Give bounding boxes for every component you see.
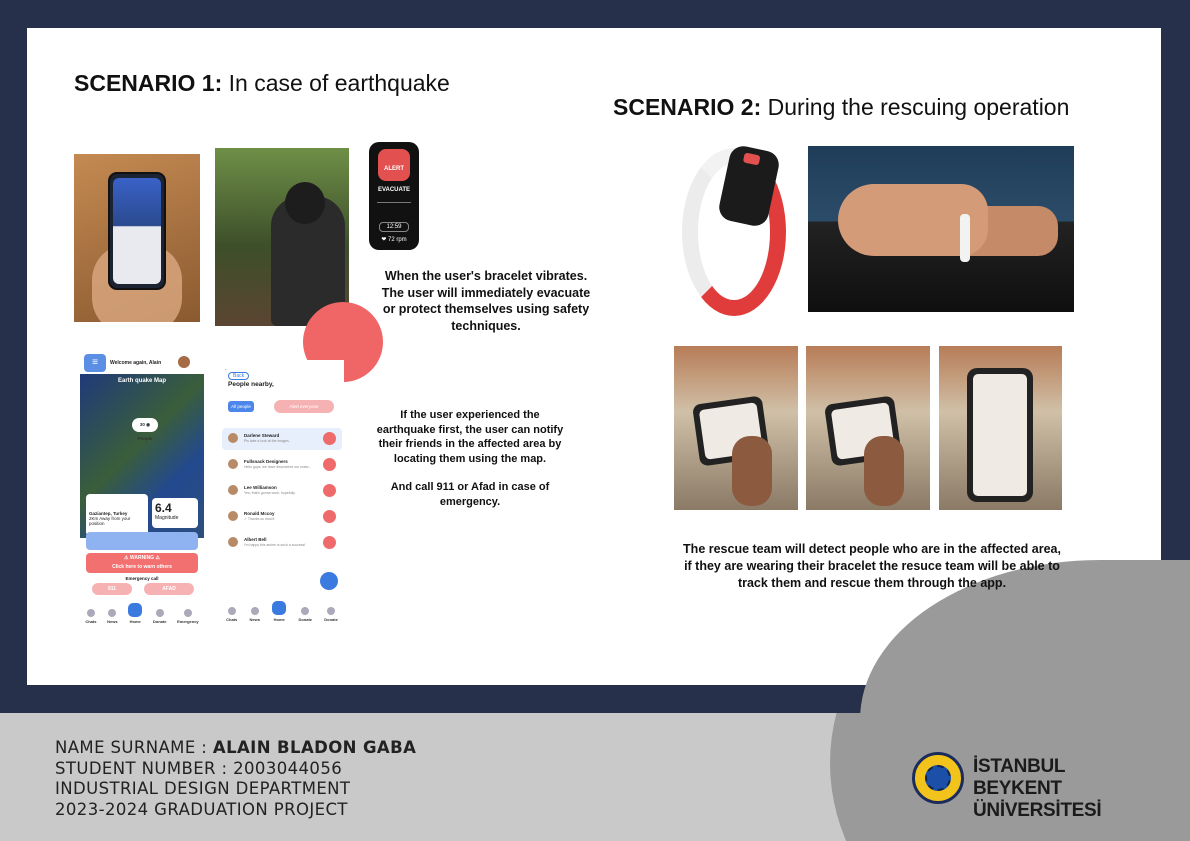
- avatar: [228, 537, 238, 547]
- list-item[interactable]: Ronald Mccoy ✓ Thanks so much!: [222, 506, 342, 528]
- evacuate-label: EVACUATE: [377, 187, 411, 193]
- list-item[interactable]: Fullsnack Designers Hello guys, we have discovered our malw...: [222, 454, 342, 476]
- notify-friends-text: If the user experienced the earthquake first, the user can notify their friends in the affected area by locating them using the map.: [376, 409, 564, 465]
- location-distance: 2Km Away from your position: [89, 516, 131, 526]
- avatar: [228, 433, 238, 443]
- menu-icon[interactable]: ≡: [84, 354, 106, 372]
- photo-device-arm-band: [939, 346, 1062, 510]
- nav-emergency[interactable]: Emergency: [177, 609, 199, 624]
- app-people-nearby-screen: [220, 360, 344, 622]
- scenario-1-title: SCENARIO 1: In case of earthquake: [74, 70, 450, 96]
- watch-time: 12:59: [379, 222, 409, 232]
- alert-icon: ALERT: [378, 149, 410, 181]
- alert-icon[interactable]: [323, 484, 336, 497]
- department: INDUSTRIAL DESIGN DEPARTMENT: [55, 779, 351, 798]
- alert-icon[interactable]: [323, 536, 336, 549]
- bottom-nav: [220, 598, 344, 622]
- warning-title: ⚠ WARNING ⚠: [124, 555, 160, 561]
- alert-icon[interactable]: [323, 510, 336, 523]
- magnitude-card: [152, 498, 198, 528]
- name-line: NAME SURNAME : ALAIN BLADON GABA: [55, 738, 417, 757]
- scenario-2-title: SCENARIO 2: During the rescuing operation: [613, 94, 1070, 120]
- student-number: STUDENT NUMBER : 2003044056: [55, 758, 343, 778]
- heart-rate: ❤ 72 rpm: [381, 237, 407, 243]
- nav-chats[interactable]: Chats: [85, 609, 96, 624]
- avatar: [228, 459, 238, 469]
- photo-device-balcony-2: [806, 346, 930, 510]
- list-item[interactable]: Albert Bell I'm happy this anime is such a success!: [222, 532, 342, 554]
- location-card[interactable]: [86, 494, 148, 536]
- magnitude-value: 6.4: [155, 501, 172, 515]
- alert-icon[interactable]: [323, 458, 336, 471]
- university-seal-icon: [912, 752, 964, 804]
- call-afad-button[interactable]: AFAD: [144, 583, 194, 595]
- bottom-nav: [80, 600, 204, 624]
- smartwatch-alert-screen: [369, 142, 419, 250]
- bracelet-render: [664, 140, 796, 326]
- call-911-button[interactable]: 911: [92, 583, 132, 595]
- nav-donate[interactable]: Donate: [153, 609, 167, 624]
- call-emergency-text: And call 911 or Afad in case of emergency.: [390, 481, 550, 508]
- nav-news[interactable]: News: [107, 609, 117, 624]
- chat-icon[interactable]: [320, 572, 338, 590]
- location-name: Gaziantep, Turkey: [89, 511, 128, 516]
- warning-button[interactable]: [86, 553, 198, 573]
- status-bar[interactable]: [86, 532, 198, 550]
- university-logo: [912, 752, 1132, 821]
- avatar: [228, 485, 238, 495]
- photo-man-with-phone: [215, 148, 349, 326]
- people-nearby-title: People nearby,: [228, 381, 274, 388]
- student-info: [55, 738, 416, 820]
- avatar: [228, 511, 238, 521]
- photo-device-balcony-1: [674, 346, 798, 510]
- alert-everyone-button[interactable]: Alert everyone: [274, 400, 334, 413]
- nav-chats[interactable]: Chats: [226, 607, 237, 622]
- list-item[interactable]: Darlene Steward Pls take a look at the images.: [222, 428, 342, 450]
- university-name: İSTANBUL BEYKENT ÜNİVERSİTESİ: [973, 756, 1102, 821]
- bracelet-vibrates-text: When the user's bracelet vibrates. The user will immediately evacuate or protect themselves using safety techniques.: [381, 269, 591, 333]
- magnitude-label: Magnitude: [155, 515, 179, 521]
- nav-news[interactable]: News: [250, 607, 260, 622]
- warning-sub: Click here to warn others: [112, 564, 172, 570]
- nav-home[interactable]: Home: [128, 603, 142, 624]
- rescue-team-text: The rescue team will detect people who are in the affected area, if they are wearing their bracelet the resuce team will be able to track them and rescue them through the app.: [683, 542, 1061, 590]
- nav-home[interactable]: Home: [272, 601, 286, 622]
- app-home-screen: [80, 352, 204, 624]
- nav-donate[interactable]: Donate: [298, 607, 312, 622]
- welcome-text: Welcome again, Alain: [110, 360, 162, 366]
- photo-hands-with-bracelet: [808, 146, 1074, 312]
- map-title: Earth quake Map: [117, 378, 166, 384]
- all-people-filter[interactable]: All people: [228, 401, 254, 412]
- nav-donate-2[interactable]: Donate: [324, 607, 338, 622]
- photo-phone-in-hand: [74, 154, 200, 322]
- avatar[interactable]: [178, 356, 190, 368]
- back-button[interactable]: ←Back: [224, 366, 254, 376]
- people-pin[interactable]: 30 ◉ People: [132, 418, 158, 432]
- list-item[interactable]: Lee Williamson Yes, that's gonna work, hopefully.: [222, 480, 342, 502]
- alert-icon[interactable]: [323, 432, 336, 445]
- emergency-call-label: Emergency call: [125, 576, 159, 581]
- project-year: 2023-2024 GRADUATION PROJECT: [55, 799, 348, 819]
